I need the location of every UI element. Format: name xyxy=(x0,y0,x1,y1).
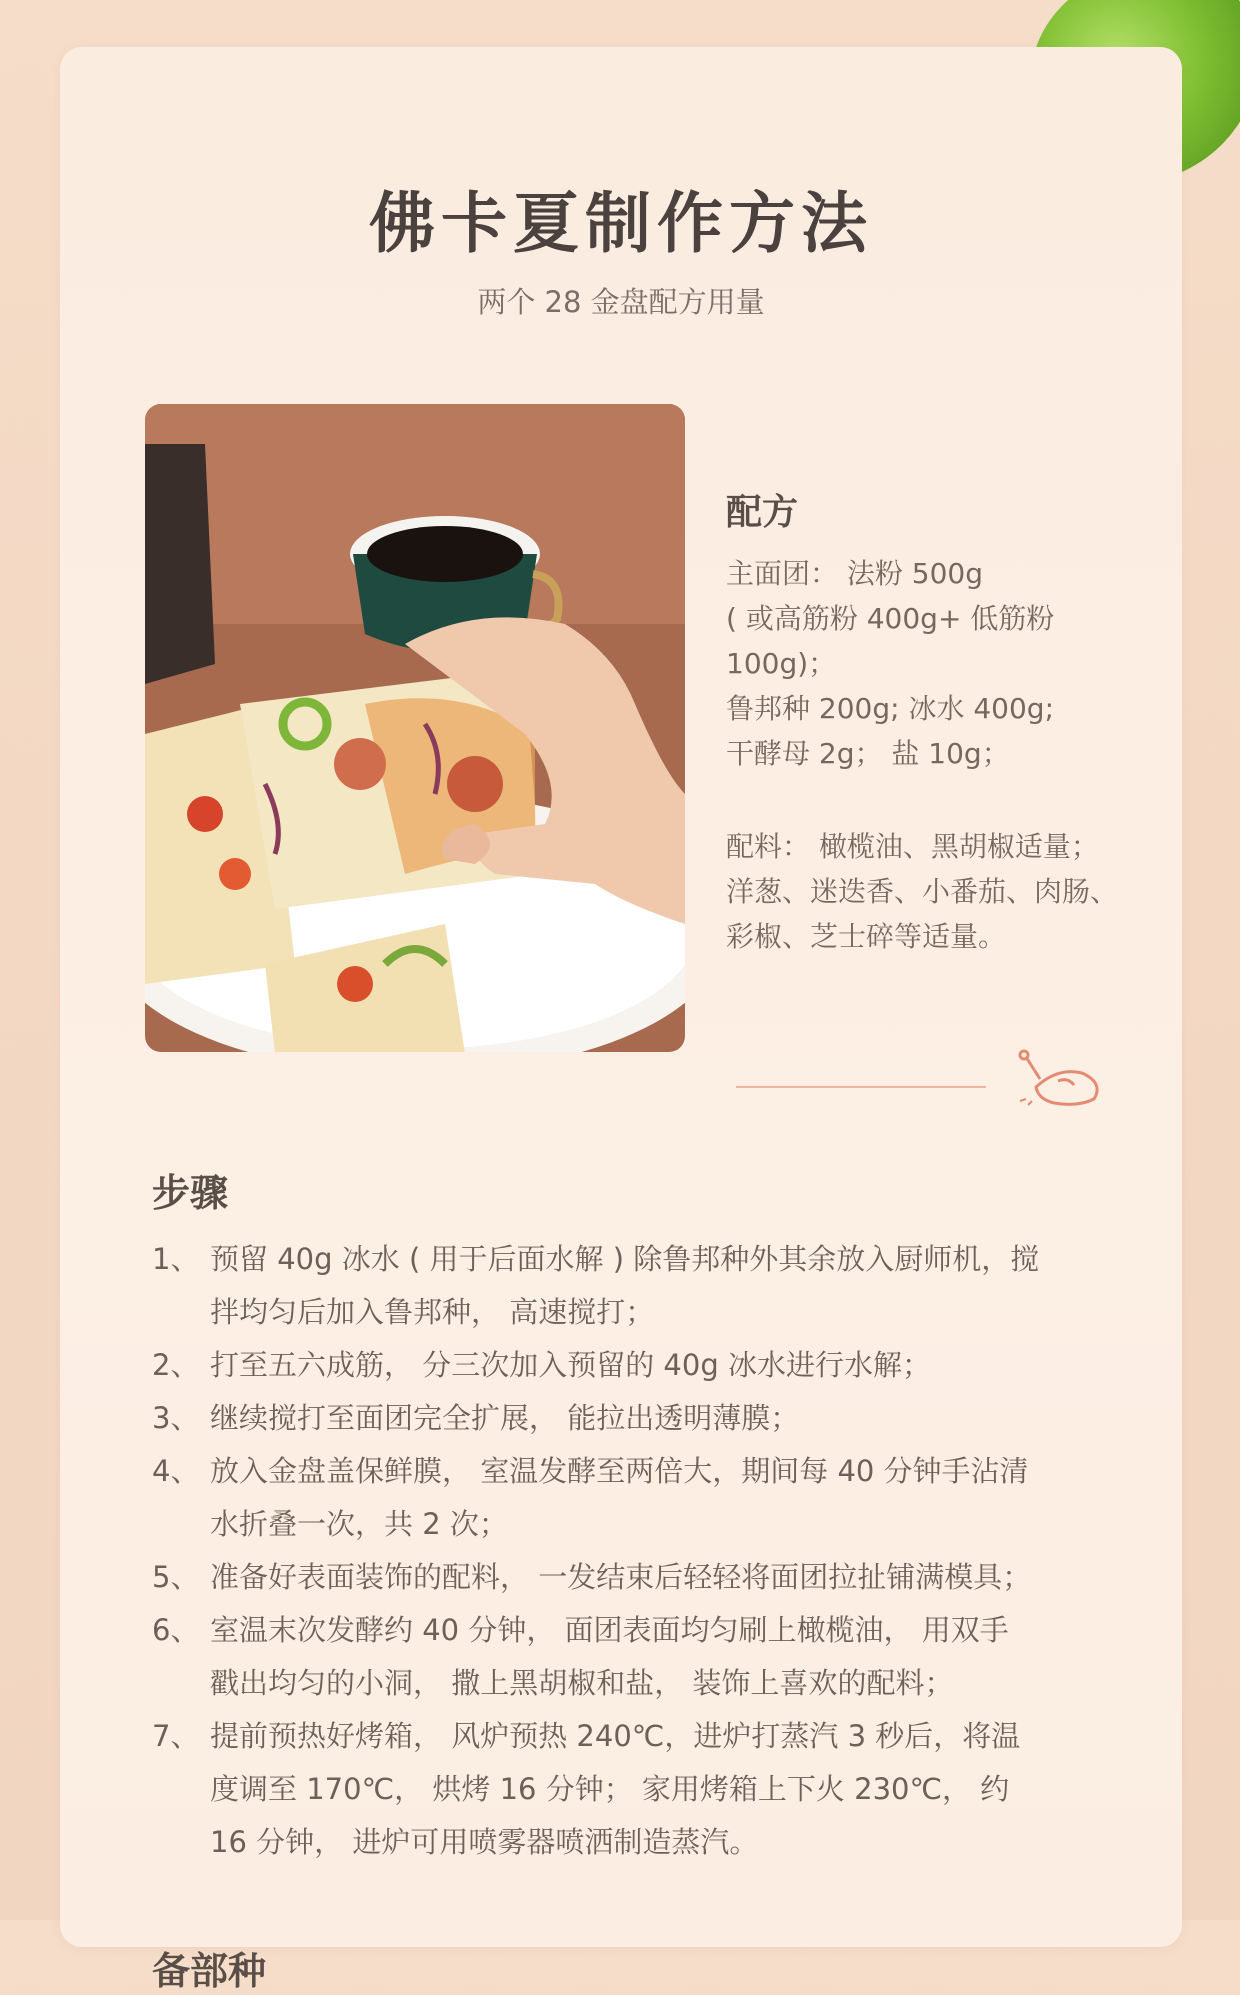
focaccia-photo xyxy=(145,404,685,1052)
step-item: 7、 提前预热好烤箱， 风炉预热 240℃，进炉打蒸汽 3 秒后，将温 度调至 170℃， 烘烤 16 分钟； 家用烤箱上下火 230℃， 约 16 分钟， 进炉可用喷雾器喷洒制造蒸汽。 xyxy=(152,1719,1021,1859)
page-title: 佛卡夏制作方法 xyxy=(369,185,873,262)
main-dough-text: 主面团： 法粉 500g ( 或高筋粉 400g+ 低筋粉 100g)； 鲁邦种 200g; 冰水 400g; 干酵母 2g； 盐 10g； xyxy=(726,557,1055,770)
step-item: 6、 室温末次发酵约 40 分钟， 面团表面均匀刷上橄榄油， 用双手 戳出均匀的小洞， 撒上黑胡椒和盐， 装饰上喜欢的配料； xyxy=(152,1613,1009,1700)
step-item: 4、 放入金盘盖保鲜膜， 室温发酵至两倍大，期间每 40 分钟手沾清 水折叠一次，共 2 次； xyxy=(152,1454,1029,1541)
section-divider xyxy=(736,1086,986,1088)
recipe-heading: 配方 xyxy=(726,492,799,533)
step-item: 1、 预留 40g 冰水 ( 用于后面水解 ) 除鲁邦种外其余放入厨师机，搅 拌均匀后加入鲁邦种， 高速搅打； xyxy=(152,1242,1040,1329)
steps-list xyxy=(152,1233,1152,1869)
recipe-card xyxy=(60,47,1182,1993)
steps-heading: 步骤 xyxy=(152,1171,229,1215)
next-section-heading: 备部种 xyxy=(152,1949,267,1993)
step-item: 3、 继续搅打至面团完全扩展， 能拉出透明薄膜； xyxy=(152,1401,800,1435)
step-item: 2、 打至五六成筋， 分三次加入预留的 40g 冰水进行水解； xyxy=(152,1348,931,1382)
page-subtitle: 两个 28 金盘配方用量 xyxy=(477,285,765,319)
step-item: 5、 准备好表面装饰的配料， 一发结束后轻轻将面团拉扯铺满模具； xyxy=(152,1560,1032,1594)
toppings-text: 配料： 橄榄油、黑胡椒适量； 洋葱、迷迭香、小番茄、肉肠、 彩椒、芝士碎等适量。 xyxy=(726,830,1119,953)
peeler-vegetable-icon xyxy=(1018,1047,1108,1107)
